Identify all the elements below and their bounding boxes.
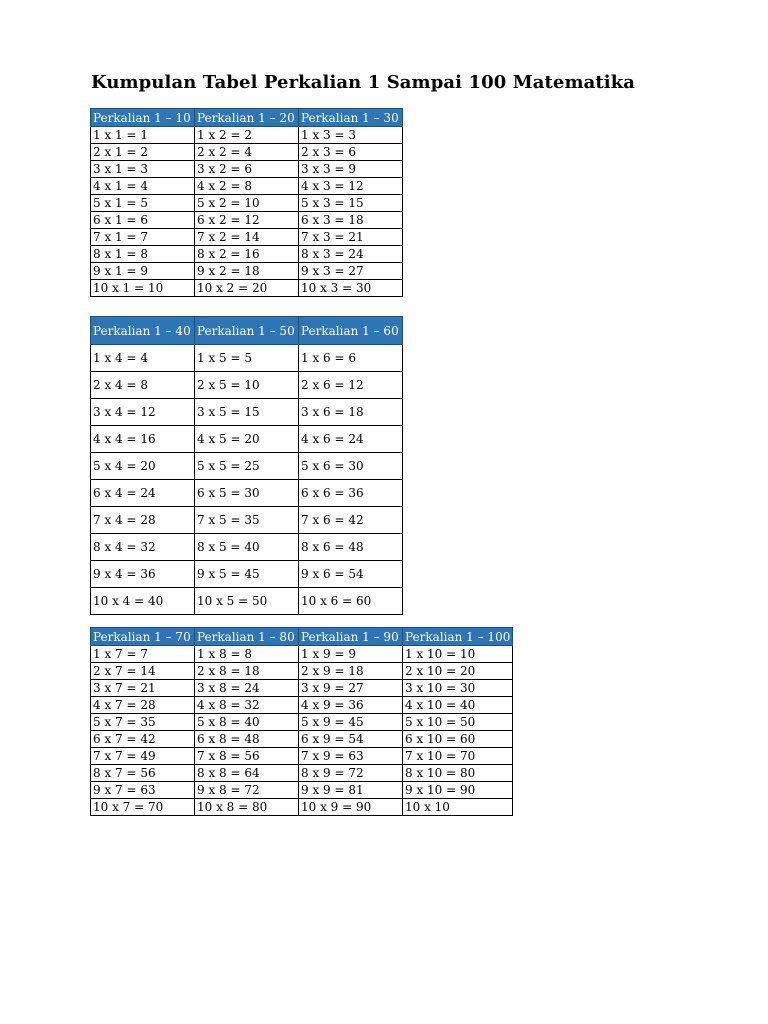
table-cell: 6 x 3 = 18: [299, 212, 403, 229]
table-row: [91, 345, 403, 372]
table-cell: 10 x 8 = 80: [195, 799, 299, 816]
table-cell: 8 x 9 = 72: [299, 765, 403, 782]
table-header-row: [91, 628, 513, 646]
table-row: [91, 714, 513, 731]
table-cell: 2 x 5 = 10: [195, 372, 299, 399]
multiplication-table-70-100: [90, 627, 513, 816]
table-row: [91, 161, 403, 178]
table-cell: 6 x 1 = 6: [91, 212, 195, 229]
table-cell: 10 x 9 = 90: [299, 799, 403, 816]
table-cell: 10 x 10: [403, 799, 513, 816]
table-row: [91, 426, 403, 453]
table-row: [91, 799, 513, 816]
column-header: Perkalian 1 – 40: [91, 317, 195, 345]
table-cell: 9 x 5 = 45: [195, 561, 299, 588]
table-cell: 7 x 7 = 49: [91, 748, 195, 765]
table-cell: 2 x 9 = 18: [299, 663, 403, 680]
table-cell: 3 x 2 = 6: [195, 161, 299, 178]
table-row: [91, 588, 403, 615]
table-cell: 4 x 2 = 8: [195, 178, 299, 195]
table-cell: 3 x 9 = 27: [299, 680, 403, 697]
table-cell: 1 x 9 = 9: [299, 646, 403, 663]
table-cell: 4 x 8 = 32: [195, 697, 299, 714]
table-cell: 6 x 2 = 12: [195, 212, 299, 229]
table-row: [91, 782, 513, 799]
table-row: [91, 561, 403, 588]
table-cell: 5 x 6 = 30: [299, 453, 403, 480]
table-cell: 3 x 6 = 18: [299, 399, 403, 426]
table-cell: 9 x 9 = 81: [299, 782, 403, 799]
table-cell: 8 x 10 = 80: [403, 765, 513, 782]
table-cell: 7 x 4 = 28: [91, 507, 195, 534]
table-cell: 4 x 4 = 16: [91, 426, 195, 453]
table-row: [91, 127, 403, 144]
table-cell: 2 x 1 = 2: [91, 144, 195, 161]
table-cell: 10 x 7 = 70: [91, 799, 195, 816]
table-cell: 3 x 4 = 12: [91, 399, 195, 426]
table-cell: 7 x 8 = 56: [195, 748, 299, 765]
table-cell: 2 x 7 = 14: [91, 663, 195, 680]
column-header: Perkalian 1 – 50: [195, 317, 299, 345]
table-cell: 5 x 9 = 45: [299, 714, 403, 731]
table-cell: 9 x 2 = 18: [195, 263, 299, 280]
table-cell: 3 x 10 = 30: [403, 680, 513, 697]
table-cell: 9 x 6 = 54: [299, 561, 403, 588]
table-cell: 7 x 1 = 7: [91, 229, 195, 246]
table-row: [91, 399, 403, 426]
table-cell: 7 x 3 = 21: [299, 229, 403, 246]
table-cell: 3 x 1 = 3: [91, 161, 195, 178]
table-cell: 8 x 4 = 32: [91, 534, 195, 561]
table-cell: 5 x 5 = 25: [195, 453, 299, 480]
table-cell: 1 x 6 = 6: [299, 345, 403, 372]
table-cell: 3 x 8 = 24: [195, 680, 299, 697]
table-row: [91, 680, 513, 697]
table-row: [91, 144, 403, 161]
table-row: [91, 731, 513, 748]
table-cell: 9 x 7 = 63: [91, 782, 195, 799]
table-cell: 7 x 2 = 14: [195, 229, 299, 246]
table-cell: 10 x 1 = 10: [91, 280, 195, 297]
column-header: Perkalian 1 – 90: [299, 628, 403, 646]
table-cell: 10 x 6 = 60: [299, 588, 403, 615]
table-cell: 5 x 2 = 10: [195, 195, 299, 212]
table-cell: 8 x 6 = 48: [299, 534, 403, 561]
table-row: [91, 663, 513, 680]
table-cell: 6 x 8 = 48: [195, 731, 299, 748]
table-cell: 2 x 4 = 8: [91, 372, 195, 399]
table-row: [91, 246, 403, 263]
table-cell: 2 x 8 = 18: [195, 663, 299, 680]
table-cell: 9 x 8 = 72: [195, 782, 299, 799]
table-row: [91, 453, 403, 480]
page-title: Kumpulan Tabel Perkalian 1 Sampai 100 Matematika: [91, 72, 636, 93]
table-cell: 2 x 2 = 4: [195, 144, 299, 161]
table-cell: 7 x 5 = 35: [195, 507, 299, 534]
column-header: Perkalian 1 – 30: [299, 109, 403, 127]
table-cell: 4 x 9 = 36: [299, 697, 403, 714]
table-cell: 4 x 1 = 4: [91, 178, 195, 195]
table-cell: 1 x 7 = 7: [91, 646, 195, 663]
table-cell: 1 x 8 = 8: [195, 646, 299, 663]
table-cell: 1 x 4 = 4: [91, 345, 195, 372]
table-cell: 10 x 3 = 30: [299, 280, 403, 297]
table-row: [91, 697, 513, 714]
table-cell: 1 x 5 = 5: [195, 345, 299, 372]
table-row: [91, 195, 403, 212]
table-cell: 1 x 3 = 3: [299, 127, 403, 144]
table-header-row: [91, 109, 403, 127]
table-row: [91, 212, 403, 229]
table-cell: 8 x 8 = 64: [195, 765, 299, 782]
table-cell: 5 x 10 = 50: [403, 714, 513, 731]
table-cell: 4 x 6 = 24: [299, 426, 403, 453]
table-cell: 8 x 3 = 24: [299, 246, 403, 263]
table-cell: 9 x 1 = 9: [91, 263, 195, 280]
table-row: [91, 229, 403, 246]
column-header: Perkalian 1 – 60: [299, 317, 403, 345]
column-header: Perkalian 1 – 100: [403, 628, 513, 646]
table-cell: 6 x 6 = 36: [299, 480, 403, 507]
table-row: [91, 280, 403, 297]
table-cell: 7 x 10 = 70: [403, 748, 513, 765]
table-cell: 10 x 4 = 40: [91, 588, 195, 615]
table-cell: 5 x 7 = 35: [91, 714, 195, 731]
column-header: Perkalian 1 – 20: [195, 109, 299, 127]
table-cell: 2 x 10 = 20: [403, 663, 513, 680]
table-cell: 6 x 9 = 54: [299, 731, 403, 748]
table-cell: 3 x 5 = 15: [195, 399, 299, 426]
table-cell: 4 x 3 = 12: [299, 178, 403, 195]
table-cell: 6 x 7 = 42: [91, 731, 195, 748]
table-cell: 9 x 4 = 36: [91, 561, 195, 588]
table-header-row: [91, 317, 403, 345]
table-cell: 6 x 10 = 60: [403, 731, 513, 748]
table-cell: 1 x 2 = 2: [195, 127, 299, 144]
table-cell: 5 x 4 = 20: [91, 453, 195, 480]
column-header: Perkalian 1 – 80: [195, 628, 299, 646]
table-row: [91, 372, 403, 399]
table-cell: 2 x 6 = 12: [299, 372, 403, 399]
table-cell: 8 x 2 = 16: [195, 246, 299, 263]
table-row: [91, 765, 513, 782]
table-row: [91, 480, 403, 507]
table-cell: 1 x 1 = 1: [91, 127, 195, 144]
table-row: [91, 263, 403, 280]
table-cell: 3 x 7 = 21: [91, 680, 195, 697]
table-cell: 1 x 10 = 10: [403, 646, 513, 663]
table-row: [91, 534, 403, 561]
multiplication-table-40-60: [90, 316, 403, 615]
table-cell: 4 x 5 = 20: [195, 426, 299, 453]
table-cell: 9 x 10 = 90: [403, 782, 513, 799]
table-cell: 10 x 5 = 50: [195, 588, 299, 615]
column-header: Perkalian 1 – 10: [91, 109, 195, 127]
table-row: [91, 748, 513, 765]
table-cell: 8 x 1 = 8: [91, 246, 195, 263]
table-cell: 8 x 7 = 56: [91, 765, 195, 782]
table-cell: 5 x 1 = 5: [91, 195, 195, 212]
table-cell: 4 x 10 = 40: [403, 697, 513, 714]
table-cell: 10 x 2 = 20: [195, 280, 299, 297]
table-cell: 3 x 3 = 9: [299, 161, 403, 178]
column-header: Perkalian 1 – 70: [91, 628, 195, 646]
table-cell: 6 x 5 = 30: [195, 480, 299, 507]
table-cell: 7 x 9 = 63: [299, 748, 403, 765]
table-row: [91, 507, 403, 534]
multiplication-table-1-30: [90, 108, 403, 297]
table-cell: 4 x 7 = 28: [91, 697, 195, 714]
table-cell: 6 x 4 = 24: [91, 480, 195, 507]
table-cell: 7 x 6 = 42: [299, 507, 403, 534]
table-cell: 2 x 3 = 6: [299, 144, 403, 161]
table-cell: 5 x 8 = 40: [195, 714, 299, 731]
table-cell: 8 x 5 = 40: [195, 534, 299, 561]
table-row: [91, 646, 513, 663]
table-cell: 5 x 3 = 15: [299, 195, 403, 212]
table-row: [91, 178, 403, 195]
table-cell: 9 x 3 = 27: [299, 263, 403, 280]
